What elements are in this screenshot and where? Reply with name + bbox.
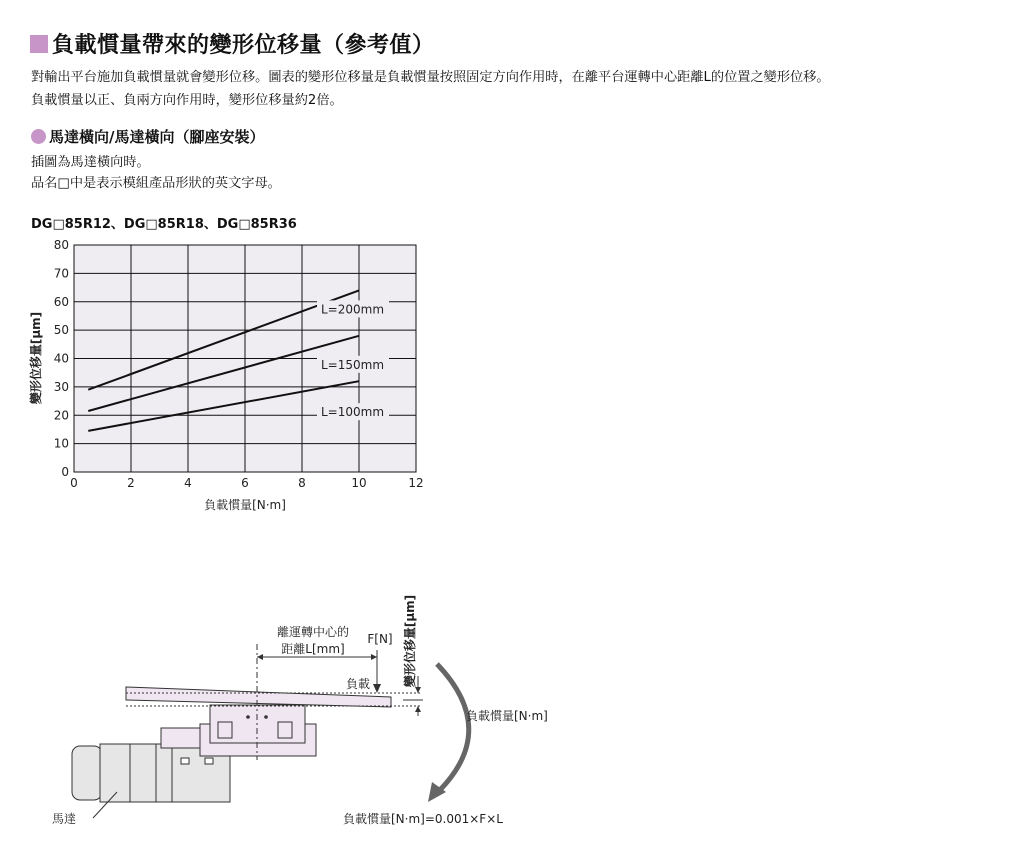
dimension-arrow-icon [257,654,263,660]
y-tick-label: 60 [53,294,69,309]
mechanism-diagram [52,595,548,826]
y-tick-label: 80 [53,238,69,252]
inertia-curve-arrow [437,664,469,792]
note-line-1: 插圖為馬達橫向時。 [31,155,150,170]
y-tick-label: 10 [53,436,69,451]
load-label: 負載 [345,677,371,691]
x-tick-label: 12 [408,476,424,490]
hub-hole [264,715,268,719]
y-axis-label: 變形位移量[μm] [29,311,43,405]
deflection-chart [28,238,424,512]
y-tick-label: 30 [53,379,69,394]
series-label: L=100mm [321,405,385,420]
y-tick-label: 40 [53,351,69,366]
intro-line-1: 對輸出平台施加負載慣量就會變形位移。圖表的變形位移量是負載慣量按照固定方向作用時，在離平台運轉中心距離L的位置之變形位移。 [31,70,830,85]
formula-label: 負載慣量[N·m]=0.001×F×L [343,812,503,826]
dimension-arrow-icon [371,654,377,660]
note-line-2: 品名□中是表示模組產品形狀的英文字母。 [31,176,281,191]
x-axis-label: 負載慣量[N·m] [204,498,286,512]
motor-label: 馬達 [52,812,77,826]
inertia-label: 負載慣量[N·m] [466,709,548,723]
y-tick-label: 20 [53,408,69,423]
x-tick-label: 0 [70,476,78,490]
deflection-label: 變形位移量[μm] [403,594,417,688]
x-tick-label: 6 [241,476,249,490]
intro-line-2: 負載慣量以正、負兩方向作用時，變形位移量約2倍。 [31,93,343,108]
x-tick-label: 8 [298,476,306,490]
hub-hole [246,715,250,719]
y-tick-label: 50 [53,323,69,338]
page-title: 負載慣量帶來的變形位移量（參考值） [52,33,435,58]
x-tick-label: 10 [351,476,367,490]
motor-end-cap [72,746,102,800]
deflection-arrow-icon [415,706,421,712]
force-arrow-icon [373,684,381,693]
x-tick-label: 2 [127,476,135,490]
connector-slot [181,758,189,764]
series-label: L=150mm [321,357,385,372]
force-label: F[N] [367,632,393,646]
y-tick-label: 0 [61,465,69,479]
motor-body [100,744,172,802]
y-tick-label: 70 [53,266,69,281]
x-tick-label: 4 [184,476,192,490]
series-label: L=200mm [321,302,385,317]
connector-slot [205,758,213,764]
section-title: 馬達橫向/馬達橫向（腳座安裝） [49,128,265,146]
distance-label-2: 距離L[mm] [281,642,345,656]
model-label: DG□85R12、DG□85R18、DG□85R36 [31,217,297,232]
distance-label-1: 離運轉中心的 [276,625,350,639]
